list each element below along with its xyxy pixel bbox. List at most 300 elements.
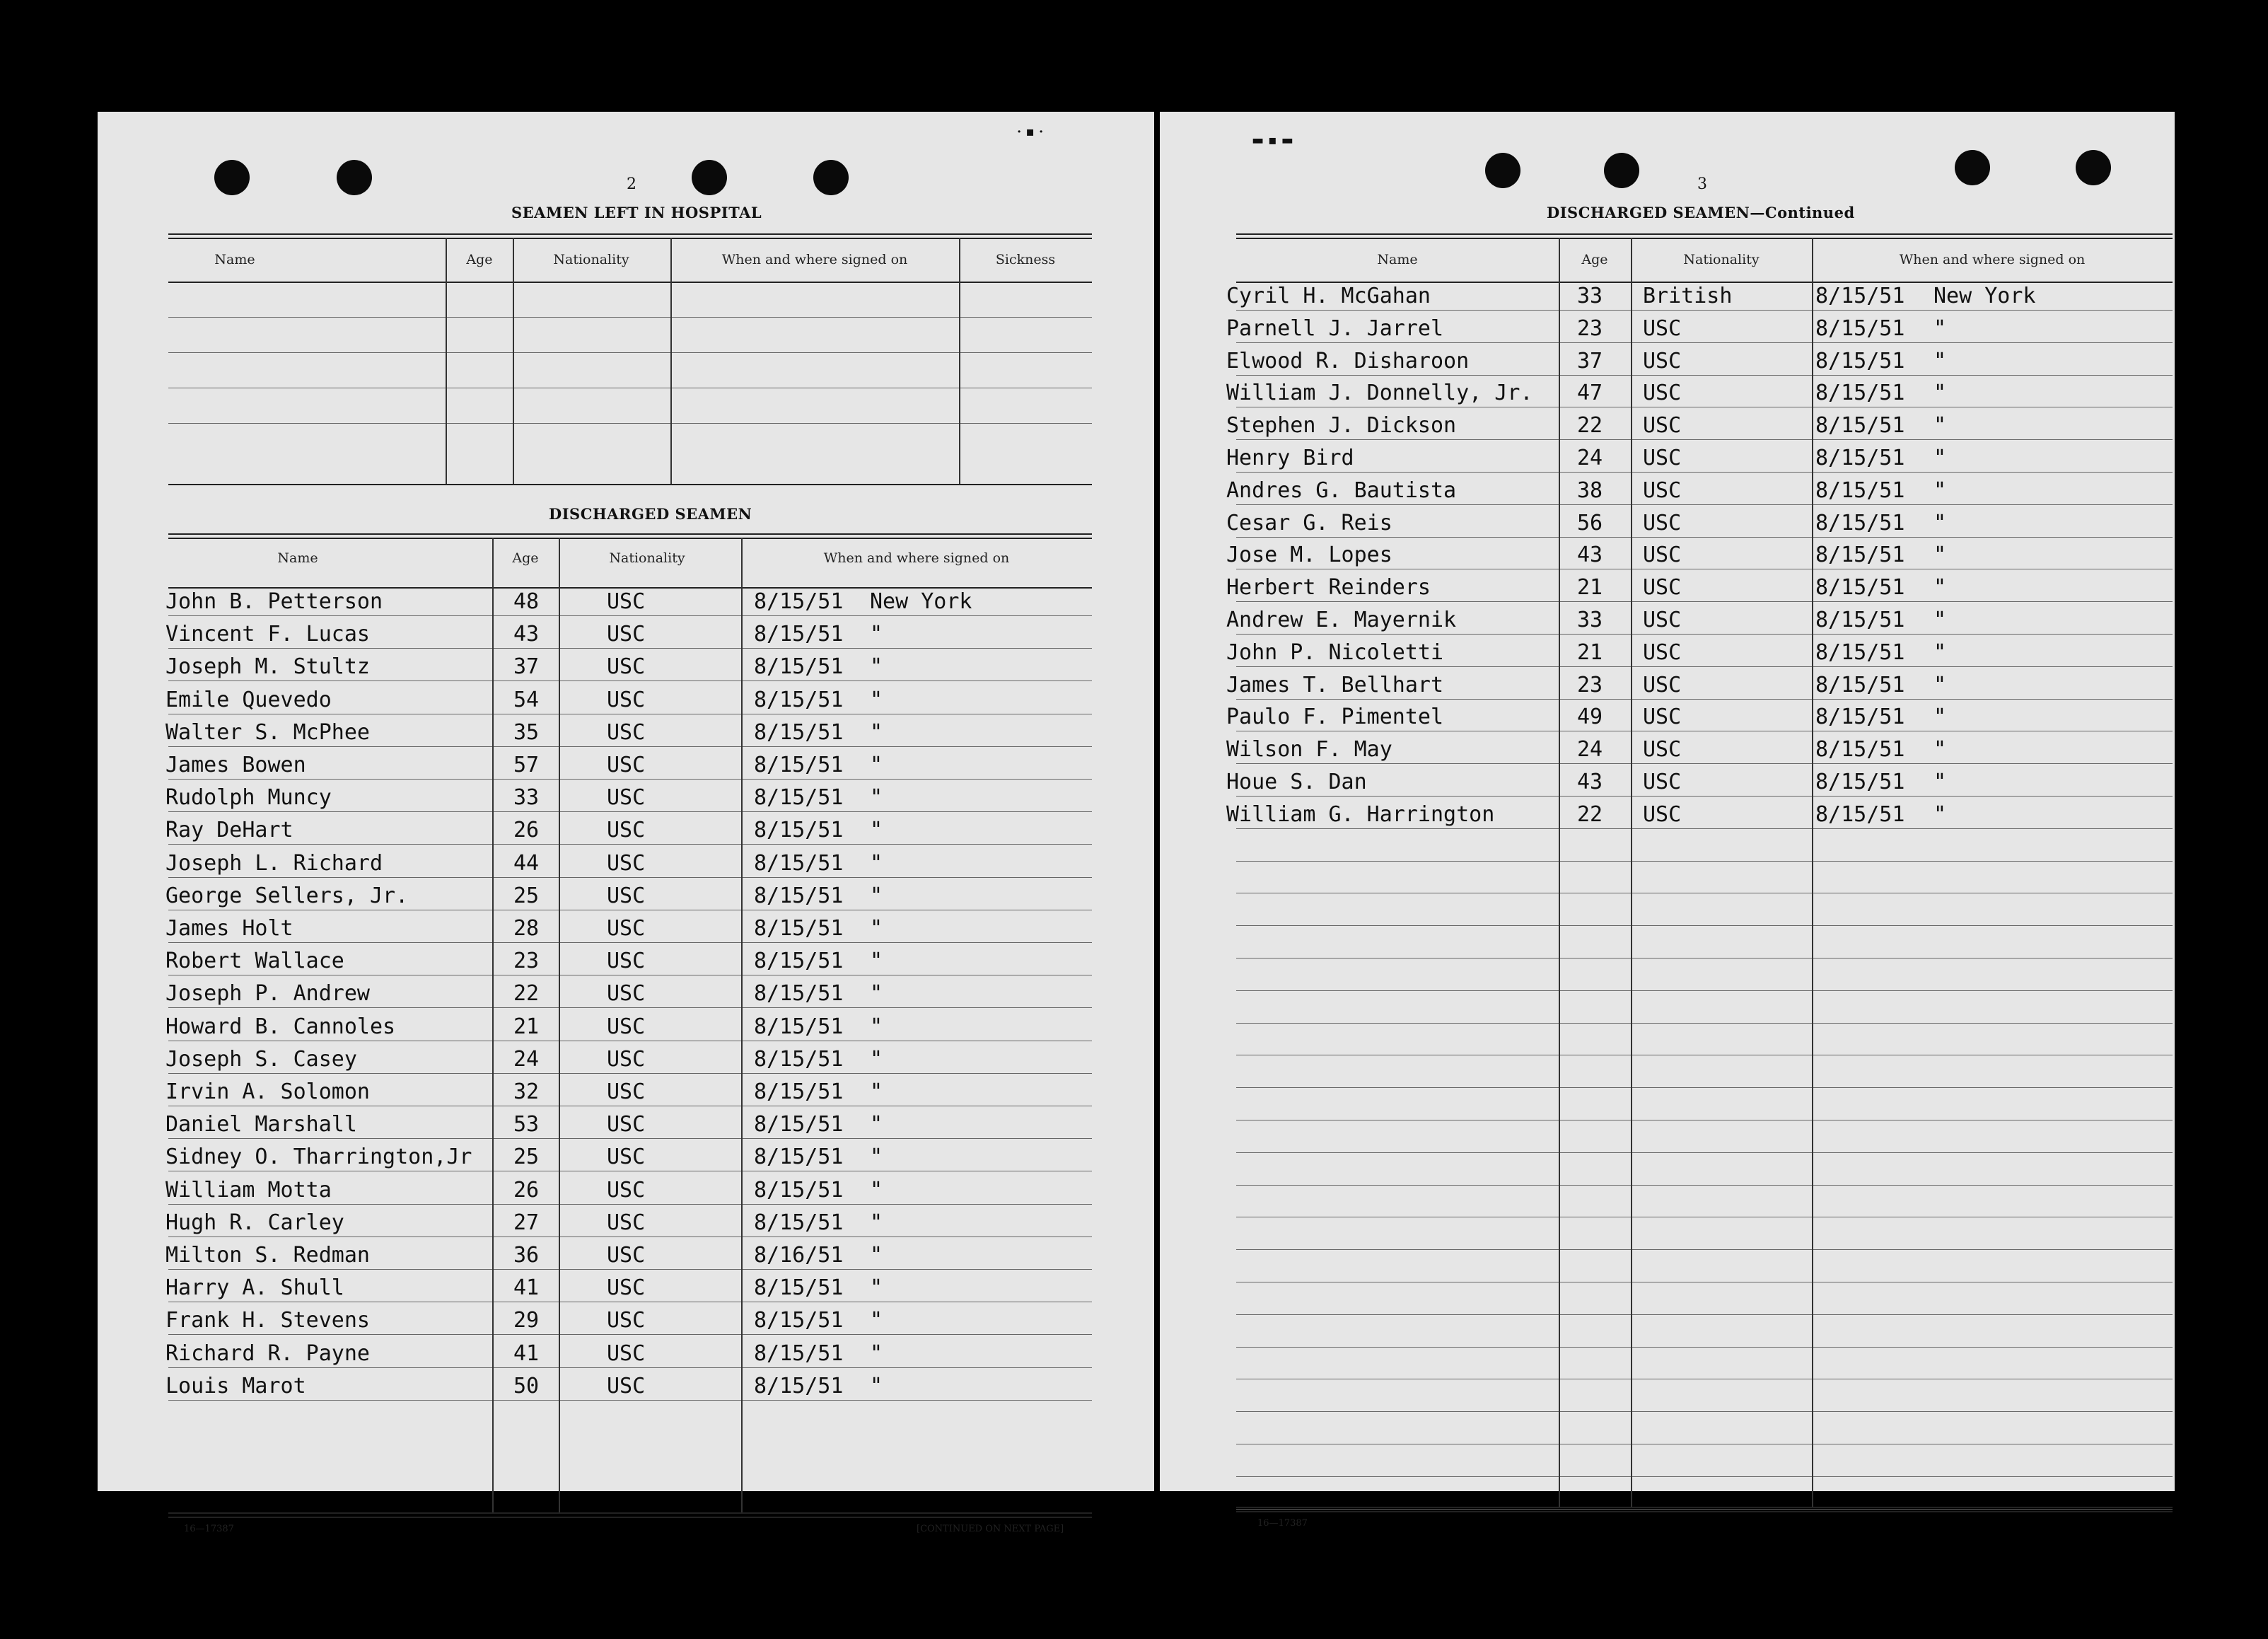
continued-note: [CONTINUED ON NEXT PAGE] — [917, 1524, 1064, 1534]
seaman-age: 47 — [1577, 381, 1603, 406]
seaman-name: William G. Harrington — [1226, 801, 1495, 827]
seaman-age: 24 — [513, 1046, 540, 1072]
row-line — [1236, 1152, 2173, 1153]
signed-on-place: " — [870, 1046, 883, 1072]
seaman-age: 41 — [513, 1275, 540, 1301]
row-line — [1236, 310, 2173, 311]
signed-on-place: " — [1933, 801, 1947, 827]
punch-hole — [2076, 150, 2111, 185]
seaman-name: Andres G. Bautista — [1226, 477, 1457, 503]
signed-on-place: New York — [1933, 284, 2036, 308]
table-top-rule — [168, 233, 1092, 239]
seaman-nationality: USC — [1643, 348, 1682, 373]
seaman-name: Joseph P. Andrew — [165, 981, 370, 1007]
table-top-rule — [168, 533, 1092, 539]
seaman-age: 21 — [1577, 575, 1603, 601]
signed-on-place: New York — [870, 589, 972, 614]
seaman-age: 26 — [513, 818, 540, 843]
signed-on-date: 8/15/51 — [754, 949, 844, 974]
signed-on-place: " — [870, 883, 883, 908]
signed-on-place: " — [870, 1145, 883, 1170]
row-line — [1236, 958, 2173, 959]
signed-on-date: 8/15/51 — [1815, 639, 1905, 665]
row-line — [168, 1204, 1092, 1205]
seaman-age: 28 — [513, 916, 540, 941]
column-header-age: Age — [512, 550, 539, 566]
row-line — [168, 779, 1092, 780]
row-line — [1236, 796, 2173, 797]
seaman-name: Louis Marot — [165, 1373, 306, 1398]
signed-on-place: " — [870, 785, 883, 811]
seaman-age: 48 — [513, 589, 540, 614]
seaman-name: Ray DeHart — [165, 818, 293, 843]
seaman-name: Harry A. Shull — [165, 1275, 344, 1301]
row-line — [1236, 472, 2173, 473]
signed-on-date: 8/15/51 — [1815, 381, 1905, 406]
seaman-nationality: USC — [607, 622, 646, 647]
signed-on-place: " — [870, 1243, 883, 1268]
row-line — [168, 1400, 1092, 1401]
signed-on-date: 8/15/51 — [1815, 801, 1905, 827]
form-number: 16—17387 — [1257, 1518, 1308, 1529]
seaman-age: 50 — [513, 1373, 540, 1398]
signed-on-place: " — [870, 818, 883, 843]
signed-on-place: " — [1933, 348, 1947, 373]
signed-on-place: " — [870, 850, 883, 876]
seaman-nationality: USC — [607, 818, 646, 843]
signed-on-date: 8/15/51 — [754, 1112, 844, 1137]
seaman-name: Walter S. McPhee — [165, 719, 370, 745]
signed-on-date: 8/15/51 — [754, 622, 844, 647]
seaman-age: 29 — [513, 1308, 540, 1333]
signed-on-place: " — [870, 1079, 883, 1104]
column-divider — [1559, 238, 1560, 1508]
column-divider — [1631, 238, 1632, 1508]
seaman-nationality: USC — [607, 1112, 646, 1137]
seaman-nationality: USC — [1643, 510, 1682, 535]
seaman-age: 22 — [1577, 801, 1603, 827]
signed-on-place: " — [1933, 639, 1947, 665]
seaman-name: Hugh R. Carley — [165, 1210, 344, 1235]
seaman-name: Cyril H. McGahan — [1226, 284, 1431, 308]
row-line — [1236, 1476, 2173, 1477]
signed-on-date: 8/15/51 — [754, 1210, 844, 1235]
row-line — [1236, 634, 2173, 635]
signed-on-place: " — [1933, 705, 1947, 730]
seaman-nationality: USC — [1643, 639, 1682, 665]
signed-on-date: 8/15/51 — [1815, 315, 1905, 341]
row-line — [1236, 666, 2173, 667]
seaman-age: 53 — [513, 1112, 540, 1137]
ink-smudge: ▬ ▪ ▬ — [1252, 133, 1293, 148]
header-underline — [1236, 282, 2173, 283]
seaman-nationality: USC — [1643, 381, 1682, 406]
seaman-nationality: USC — [1643, 672, 1682, 697]
seaman-name: Elwood R. Disharoon — [1226, 348, 1470, 373]
seaman-nationality: USC — [1643, 315, 1682, 341]
signed-on-date: 8/15/51 — [754, 1145, 844, 1170]
form-number: 16—17387 — [184, 1524, 234, 1534]
seaman-age: 35 — [513, 719, 540, 745]
column-divider — [559, 538, 560, 1514]
signed-on-place: " — [870, 1275, 883, 1301]
seaman-nationality: USC — [607, 1145, 646, 1170]
signed-on-place: " — [1933, 543, 1947, 568]
row-line — [1236, 439, 2173, 440]
column-divider — [1812, 238, 1813, 1508]
row-line — [1236, 925, 2173, 926]
seaman-name: Sidney O. Tharrington,Jr — [165, 1145, 472, 1170]
column-divider — [741, 538, 743, 1514]
seaman-nationality: USC — [1643, 543, 1682, 568]
signed-on-place: " — [1933, 737, 1947, 763]
punch-hole — [214, 160, 250, 195]
seaman-age: 23 — [1577, 672, 1603, 697]
signed-on-place: " — [1933, 770, 1947, 794]
seaman-nationality: USC — [1643, 737, 1682, 763]
row-line — [168, 1269, 1092, 1270]
hospital-title: SEAMEN LEFT IN HOSPITAL — [511, 204, 762, 221]
seaman-name: Milton S. Redman — [165, 1243, 370, 1268]
seaman-name: Jose M. Lopes — [1226, 543, 1392, 568]
signed-on-place: " — [870, 1014, 883, 1039]
seaman-name: Irvin A. Solomon — [165, 1079, 370, 1104]
signed-on-date: 8/15/51 — [754, 1014, 844, 1039]
row-line — [168, 1007, 1092, 1008]
seaman-age: 43 — [513, 622, 540, 647]
signed-on-date: 8/15/51 — [754, 654, 844, 680]
seaman-nationality: USC — [607, 981, 646, 1007]
seaman-age: 54 — [513, 687, 540, 712]
seaman-age: 24 — [1577, 737, 1603, 763]
seaman-name: Paulo F. Pimentel — [1226, 705, 1444, 730]
signed-on-date: 8/15/51 — [754, 785, 844, 811]
row-line — [1236, 601, 2173, 602]
seaman-name: George Sellers, Jr. — [165, 883, 409, 908]
column-header-signed-on: When and where signed on — [1899, 252, 2086, 267]
seaman-age: 36 — [513, 1243, 540, 1268]
seaman-name: Joseph S. Casey — [165, 1046, 357, 1072]
row-line — [1236, 1347, 2173, 1348]
signed-on-date: 8/15/51 — [754, 687, 844, 712]
signed-on-date: 8/15/51 — [754, 1373, 844, 1398]
signed-on-place: " — [870, 1112, 883, 1137]
signed-on-date: 8/15/51 — [1815, 608, 1905, 632]
signed-on-place: " — [870, 916, 883, 941]
seaman-name: Wilson F. May — [1226, 737, 1392, 763]
seaman-age: 22 — [1577, 413, 1603, 439]
seaman-age: 44 — [513, 850, 540, 876]
column-header-age: Age — [1581, 252, 1608, 267]
row-line — [168, 746, 1092, 747]
signed-on-date: 8/15/51 — [754, 1046, 844, 1072]
table-bottom-rule — [168, 484, 1092, 485]
seaman-nationality: USC — [607, 1210, 646, 1235]
signed-on-date: 8/15/51 — [754, 753, 844, 777]
signed-on-place: " — [1933, 672, 1947, 697]
signed-on-place: " — [870, 654, 883, 680]
seaman-nationality: USC — [607, 1177, 646, 1203]
table-bottom-rule — [1236, 1507, 2173, 1512]
signed-on-date: 8/15/51 — [754, 916, 844, 941]
row-line — [168, 423, 1092, 424]
signed-on-place: " — [870, 1373, 883, 1398]
signed-on-date: 8/15/51 — [1815, 348, 1905, 373]
signed-on-date: 8/15/51 — [754, 1275, 844, 1301]
header-underline — [168, 282, 1092, 283]
row-line — [1236, 504, 2173, 505]
column-header-nationality: Nationality — [553, 252, 629, 267]
signed-on-place: " — [870, 1177, 883, 1203]
seaman-nationality: USC — [607, 850, 646, 876]
seaman-name: Vincent F. Lucas — [165, 622, 370, 647]
row-line — [1236, 1087, 2173, 1088]
punch-hole — [1955, 150, 1990, 185]
signed-on-date: 8/15/51 — [1815, 770, 1905, 794]
seaman-nationality: USC — [607, 785, 646, 811]
column-divider — [670, 238, 672, 484]
column-divider — [959, 238, 960, 484]
signed-on-date: 8/15/51 — [754, 981, 844, 1007]
seaman-name: Cesar G. Reis — [1226, 510, 1392, 535]
seaman-name: Joseph M. Stultz — [165, 654, 370, 680]
discharged-continued-title: DISCHARGED SEAMEN—Continued — [1547, 204, 1855, 221]
seaman-age: 25 — [513, 1145, 540, 1170]
left-page — [98, 112, 1154, 1534]
seaman-name: Howard B. Cannoles — [165, 1014, 396, 1039]
seaman-name: John P. Nicoletti — [1226, 639, 1444, 665]
seaman-nationality: USC — [607, 654, 646, 680]
seaman-name: Parnell J. Jarrel — [1226, 315, 1444, 341]
punch-hole — [1485, 153, 1520, 188]
signed-on-place: " — [870, 1340, 883, 1366]
signed-on-place: " — [1933, 477, 1947, 503]
page-number: 3 — [1697, 175, 1707, 193]
row-line — [1236, 861, 2173, 862]
row-line — [168, 844, 1092, 845]
seaman-nationality: USC — [607, 1014, 646, 1039]
signed-on-place: " — [1933, 413, 1947, 439]
seaman-age: 26 — [513, 1177, 540, 1203]
ink-smudge: · ▪ · — [1017, 124, 1044, 139]
column-header-signed-on: When and where signed on — [823, 550, 1010, 566]
seaman-name: William J. Donnelly, Jr. — [1226, 381, 1533, 406]
row-line — [168, 1367, 1092, 1368]
seaman-name: Richard R. Payne — [165, 1340, 370, 1366]
signed-on-date: 8/15/51 — [754, 1308, 844, 1333]
column-header-sickness: Sickness — [995, 252, 1056, 267]
column-divider — [513, 238, 514, 484]
seaman-name: James T. Bellhart — [1226, 672, 1444, 697]
seaman-nationality: USC — [1643, 413, 1682, 439]
seaman-name: James Bowen — [165, 753, 306, 777]
seaman-name: Stephen J. Dickson — [1226, 413, 1457, 439]
seaman-name: Herbert Reinders — [1226, 575, 1431, 601]
seaman-age: 43 — [1577, 770, 1603, 794]
column-header-age: Age — [466, 252, 493, 267]
seaman-age: 33 — [1577, 284, 1603, 308]
seaman-name: John B. Petterson — [165, 589, 383, 614]
seaman-age: 24 — [1577, 446, 1603, 470]
seaman-nationality: USC — [607, 1308, 646, 1333]
column-header-nationality: Nationality — [1683, 252, 1760, 267]
seaman-nationality: USC — [1643, 477, 1682, 503]
signed-on-date: 8/15/51 — [754, 850, 844, 876]
row-line — [168, 1073, 1092, 1074]
punch-hole — [1604, 153, 1639, 188]
row-line — [168, 352, 1092, 353]
signed-on-place: " — [870, 622, 883, 647]
signed-on-date: 8/15/51 — [1815, 672, 1905, 697]
row-line — [1236, 1249, 2173, 1250]
seaman-name: James Holt — [165, 916, 293, 941]
seaman-age: 57 — [513, 753, 540, 777]
seaman-age: 49 — [1577, 705, 1603, 730]
column-header-name: Name — [1377, 252, 1418, 267]
signed-on-date: 8/15/51 — [754, 1079, 844, 1104]
seaman-name: Houe S. Dan — [1226, 770, 1367, 794]
seaman-age: 37 — [513, 654, 540, 680]
signed-on-date: 8/15/51 — [1815, 543, 1905, 568]
seaman-nationality: British — [1643, 284, 1733, 308]
column-header-signed-on: When and where signed on — [721, 252, 908, 267]
seaman-nationality: USC — [1643, 705, 1682, 730]
seaman-age: 38 — [1577, 477, 1603, 503]
signed-on-date: 8/16/51 — [754, 1243, 844, 1268]
punch-hole — [692, 160, 727, 195]
seaman-name: William Motta — [165, 1177, 332, 1203]
seaman-name: Joseph L. Richard — [165, 850, 383, 876]
punch-hole — [337, 160, 372, 195]
seaman-name: Henry Bird — [1226, 446, 1354, 470]
signed-on-place: " — [870, 719, 883, 745]
seaman-name: Andrew E. Mayernik — [1226, 608, 1457, 632]
row-line — [168, 877, 1092, 878]
column-header-name: Name — [277, 550, 318, 566]
row-line — [168, 680, 1092, 681]
seaman-age: 25 — [513, 883, 540, 908]
row-line — [168, 317, 1092, 318]
signed-on-place: " — [1933, 608, 1947, 632]
seaman-nationality: USC — [607, 589, 646, 614]
row-line — [1236, 375, 2173, 376]
signed-on-date: 8/15/51 — [754, 818, 844, 843]
seaman-nationality: USC — [607, 883, 646, 908]
signed-on-place: " — [870, 753, 883, 777]
punch-hole — [813, 160, 849, 195]
signed-on-place: " — [1933, 315, 1947, 341]
seaman-nationality: USC — [607, 1373, 646, 1398]
signed-on-place: " — [870, 687, 883, 712]
signed-on-date: 8/15/51 — [754, 719, 844, 745]
signed-on-date: 8/15/51 — [1815, 510, 1905, 535]
signed-on-date: 8/15/51 — [1815, 575, 1905, 601]
seaman-nationality: USC — [607, 1275, 646, 1301]
signed-on-place: " — [1933, 510, 1947, 535]
seaman-age: 43 — [1577, 543, 1603, 568]
seaman-name: Robert Wallace — [165, 949, 344, 974]
row-line — [168, 615, 1092, 616]
signed-on-date: 8/15/51 — [754, 1177, 844, 1203]
row-line — [1236, 342, 2173, 343]
row-line — [1236, 990, 2173, 991]
row-line — [1236, 699, 2173, 700]
seaman-age: 27 — [513, 1210, 540, 1235]
seaman-age: 23 — [1577, 315, 1603, 341]
signed-on-date: 8/15/51 — [754, 883, 844, 908]
seaman-age: 37 — [1577, 348, 1603, 373]
column-divider — [446, 238, 447, 484]
row-line — [1236, 1185, 2173, 1186]
row-line — [1236, 1314, 2173, 1315]
signed-on-place: " — [870, 981, 883, 1007]
signed-on-date: 8/15/51 — [1815, 477, 1905, 503]
row-line — [1236, 828, 2173, 829]
column-header-name: Name — [214, 252, 255, 267]
seaman-name: Emile Quevedo — [165, 687, 332, 712]
signed-on-date: 8/15/51 — [1815, 284, 1905, 308]
discharged-title: DISCHARGED SEAMEN — [549, 505, 752, 523]
row-line — [1236, 1411, 2173, 1412]
seaman-name: Frank H. Stevens — [165, 1308, 370, 1333]
seaman-nationality: USC — [607, 753, 646, 777]
seaman-nationality: USC — [607, 916, 646, 941]
seaman-nationality: USC — [607, 1046, 646, 1072]
seaman-nationality: USC — [607, 1340, 646, 1366]
seaman-nationality: USC — [1643, 575, 1682, 601]
signed-on-date: 8/15/51 — [754, 1340, 844, 1366]
seaman-name: Daniel Marshall — [165, 1112, 357, 1137]
seaman-age: 21 — [513, 1014, 540, 1039]
seaman-nationality: USC — [607, 1243, 646, 1268]
signed-on-place: " — [870, 1308, 883, 1333]
seaman-age: 33 — [1577, 608, 1603, 632]
row-line — [168, 811, 1092, 812]
seaman-age: 32 — [513, 1079, 540, 1104]
row-line — [168, 1138, 1092, 1139]
signed-on-place: " — [1933, 575, 1947, 601]
seaman-age: 41 — [513, 1340, 540, 1366]
seaman-nationality: USC — [1643, 801, 1682, 827]
row-line — [1236, 763, 2173, 764]
row-line — [168, 648, 1092, 649]
signed-on-date: 8/15/51 — [754, 589, 844, 614]
right-page — [1160, 112, 2175, 1529]
table-top-rule — [1236, 233, 2173, 239]
signed-on-date: 8/15/51 — [1815, 446, 1905, 470]
signed-on-place: " — [870, 949, 883, 974]
seaman-nationality: USC — [1643, 608, 1682, 632]
row-line — [1236, 1023, 2173, 1024]
column-header-nationality: Nationality — [609, 550, 685, 566]
header-underline — [168, 587, 1092, 589]
seaman-nationality: USC — [1643, 446, 1682, 470]
signed-on-date: 8/15/51 — [1815, 705, 1905, 730]
seaman-nationality: USC — [607, 719, 646, 745]
seaman-age: 23 — [513, 949, 540, 974]
seaman-nationality: USC — [607, 687, 646, 712]
signed-on-place: " — [870, 1210, 883, 1235]
page-number: 2 — [627, 175, 636, 193]
seaman-age: 56 — [1577, 510, 1603, 535]
row-line — [168, 1334, 1092, 1335]
column-divider — [492, 538, 494, 1514]
seaman-age: 22 — [513, 981, 540, 1007]
signed-on-place: " — [1933, 381, 1947, 406]
row-line — [1236, 537, 2173, 538]
seaman-name: Rudolph Muncy — [165, 785, 332, 811]
row-line — [168, 942, 1092, 943]
